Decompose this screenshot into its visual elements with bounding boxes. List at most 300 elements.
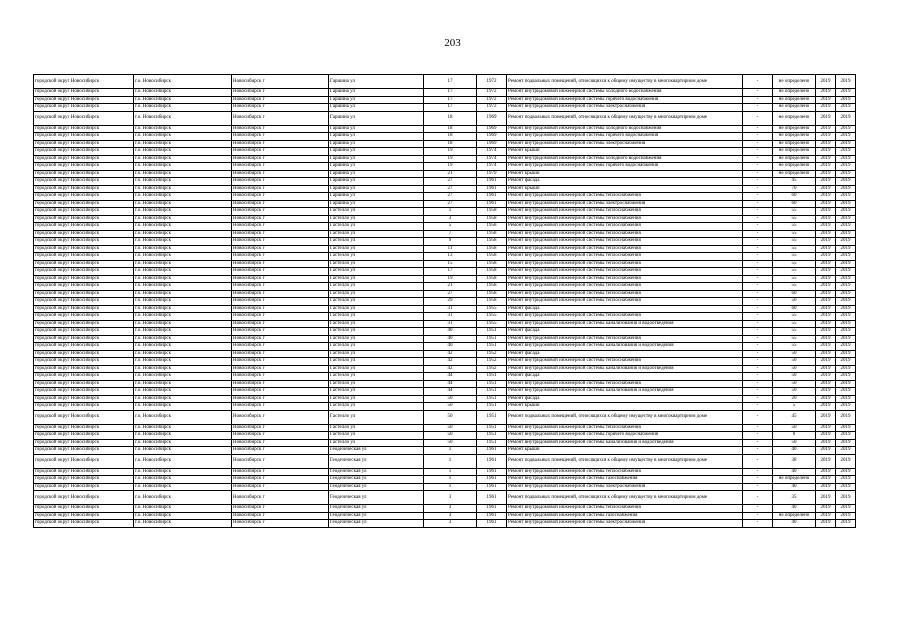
street-cell: Геодезическая ул (329, 476, 424, 484)
municipality-cell: городской округ Новосибирск (34, 373, 134, 381)
table-row (34, 268, 856, 276)
work-type-cell: Ремонт внутридомовой инженерной системы теплоснабжения (507, 238, 743, 246)
locality-cell: Новосибирск г (232, 403, 329, 411)
table-row (34, 491, 856, 505)
work-type-cell: Ремонт внутридомовой инженерной системы канализования и водоотведения (507, 365, 743, 373)
year-start-cell: 2019 (816, 298, 836, 306)
municipality-cell: городской округ Новосибирск (34, 111, 134, 125)
wear-cell: 55 (773, 268, 816, 276)
year-start-cell: 2019 (816, 512, 836, 520)
street-cell: Гастелло ул (329, 260, 424, 268)
municipality-cell: городской округ Новосибирск (34, 215, 134, 223)
house-number-cell: 19 (424, 155, 477, 163)
year-end-cell: 2019 (836, 89, 856, 97)
house-number-cell: 17 (424, 89, 477, 97)
settlement-cell: г.о. Новосибирск (134, 491, 232, 505)
house-number-cell: 1 (424, 208, 477, 216)
year-start-cell: 2019 (816, 305, 836, 313)
municipality-cell: городской округ Новосибирск (34, 253, 134, 261)
municipality-cell: городской округ Новосибирск (34, 512, 134, 520)
year-end-cell: 2019 (836, 476, 856, 484)
year-start-cell: 2019 (816, 491, 836, 505)
locality-cell: Новосибирск г (232, 133, 329, 141)
street-cell: Гастелло ул (329, 215, 424, 223)
settlement-cell: г.о. Новосибирск (134, 140, 232, 148)
locality-cell: Новосибирск г (232, 104, 329, 112)
dash-cell: - (743, 320, 773, 328)
build-year-cell: 1972 (477, 96, 507, 104)
work-type-cell: Ремонт внутридомовой инженерной системы горячего водоснабжения (507, 163, 743, 171)
year-end-cell: 2019 (836, 155, 856, 163)
house-number-cell: 11 (424, 245, 477, 253)
street-cell: Гастелло ул (329, 223, 424, 231)
year-start-cell: 2019 (816, 200, 836, 208)
table-row (34, 335, 856, 343)
wear-cell: 5 (773, 403, 816, 411)
wear-cell: не определено (773, 476, 816, 484)
dash-cell: - (743, 328, 773, 336)
dash-cell: - (743, 275, 773, 283)
year-start-cell: 2019 (816, 275, 836, 283)
build-year-cell: 1958 (477, 275, 507, 283)
work-type-cell: Ремонт внутридомовой инженерной системы теплоснабжения (507, 230, 743, 238)
house-number-cell: 1 (424, 454, 477, 468)
dash-cell: - (743, 223, 773, 231)
locality-cell: Новосибирск г (232, 512, 329, 520)
dash-cell: - (743, 468, 773, 476)
work-type-cell: Ремонт фасада (507, 373, 743, 381)
house-number-cell: 27 (424, 193, 477, 201)
table-row (34, 432, 856, 440)
year-end-cell: 2019 (836, 96, 856, 104)
house-number-cell: 1 (424, 483, 477, 491)
build-year-cell: 1961 (477, 483, 507, 491)
settlement-cell: г.о. Новосибирск (134, 335, 232, 343)
house-number-cell: 19 (424, 275, 477, 283)
table-row (34, 238, 856, 246)
work-type-cell: Ремонт фасада (507, 178, 743, 186)
table-row (34, 313, 856, 321)
locality-cell: Новосибирск г (232, 268, 329, 276)
work-type-cell: Ремонт крыши (507, 185, 743, 193)
year-start-cell: 2019 (816, 343, 836, 351)
build-year-cell: 1951 (477, 343, 507, 351)
year-end-cell: 2019 (836, 483, 856, 491)
year-end-cell: 2019 (836, 320, 856, 328)
settlement-cell: г.о. Новосибирск (134, 223, 232, 231)
municipality-cell: городской округ Новосибирск (34, 290, 134, 298)
house-number-cell: 21 (424, 283, 477, 291)
table-row (34, 476, 856, 484)
locality-cell: Новосибирск г (232, 125, 329, 133)
dash-cell: - (743, 96, 773, 104)
dash-cell: - (743, 104, 773, 112)
street-cell: Гастелло ул (329, 245, 424, 253)
locality-cell: Новосибирск г (232, 358, 329, 366)
house-number-cell: 1 (424, 447, 477, 455)
year-start-cell: 2019 (816, 245, 836, 253)
municipality-cell: городской округ Новосибирск (34, 268, 134, 276)
work-type-cell: Ремонт внутридомовой инженерной системы теплоснабжения (507, 215, 743, 223)
dash-cell: - (743, 200, 773, 208)
settlement-cell: г.о. Новосибирск (134, 298, 232, 306)
build-year-cell: 1951 (477, 328, 507, 336)
locality-cell: Новосибирск г (232, 96, 329, 104)
table-row (34, 223, 856, 231)
street-cell: Гастелло ул (329, 343, 424, 351)
year-end-cell: 2019 (836, 260, 856, 268)
wear-cell: 50 (773, 373, 816, 381)
year-end-cell: 2019 (836, 238, 856, 246)
build-year-cell: 1969 (477, 133, 507, 141)
wear-cell: 55 (773, 253, 816, 261)
dash-cell: - (743, 512, 773, 520)
locality-cell: Новосибирск г (232, 365, 329, 373)
table-row (34, 520, 856, 528)
house-number-cell: 3 (424, 505, 477, 513)
work-type-cell: Ремонт внутридомовой инженерной системы теплоснабжения (507, 290, 743, 298)
year-start-cell: 2019 (816, 268, 836, 276)
year-start-cell: 2019 (816, 403, 836, 411)
settlement-cell: г.о. Новосибирск (134, 111, 232, 125)
table-row (34, 505, 856, 513)
table-row (34, 447, 856, 455)
street-cell: Гастелло ул (329, 283, 424, 291)
settlement-cell: г.о. Новосибирск (134, 305, 232, 313)
settlement-cell: г.о. Новосибирск (134, 268, 232, 276)
build-year-cell: 1958 (477, 238, 507, 246)
work-type-cell: Ремонт внутридомовой инженерной системы теплоснабжения (507, 468, 743, 476)
settlement-cell: г.о. Новосибирск (134, 454, 232, 468)
wear-cell: 50 (773, 424, 816, 432)
dash-cell: - (743, 343, 773, 351)
wear-cell: 20 (773, 395, 816, 403)
page-number: 203 (444, 37, 461, 49)
year-end-cell: 2019 (836, 200, 856, 208)
street-cell: Гаршина ул (329, 111, 424, 125)
settlement-cell: г.о. Новосибирск (134, 104, 232, 112)
street-cell: Гастелло ул (329, 335, 424, 343)
work-type-cell: Ремонт внутридомовой инженерной системы холодного водоснабжения (507, 89, 743, 97)
build-year-cell: 1951 (477, 388, 507, 396)
year-end-cell: 2019 (836, 298, 856, 306)
table-row (34, 125, 856, 133)
work-type-cell: Ремонт внутридомовой инженерной системы канализования и водоотведения (507, 343, 743, 351)
municipality-cell: городской округ Новосибирск (34, 140, 134, 148)
dash-cell: - (743, 260, 773, 268)
settlement-cell: г.о. Новосибирск (134, 238, 232, 246)
street-cell: Геодезическая ул (329, 520, 424, 528)
street-cell: Гастелло ул (329, 365, 424, 373)
settlement-cell: г.о. Новосибирск (134, 395, 232, 403)
municipality-cell: городской округ Новосибирск (34, 320, 134, 328)
build-year-cell: 1969 (477, 125, 507, 133)
work-type-cell: Ремонт внутридомовой инженерной системы горячего водоснабжения (507, 432, 743, 440)
work-type-cell: Ремонт фасада (507, 395, 743, 403)
locality-cell: Новосибирск г (232, 328, 329, 336)
work-type-cell: Ремонт внутридомовой инженерной системы канализования и водоотведения (507, 320, 743, 328)
build-year-cell: 1951 (477, 439, 507, 447)
locality-cell: Новосибирск г (232, 178, 329, 186)
year-end-cell: 2019 (836, 454, 856, 468)
table-row (34, 75, 856, 89)
year-end-cell: 2019 (836, 520, 856, 528)
settlement-cell: г.о. Новосибирск (134, 520, 232, 528)
locality-cell: Новосибирск г (232, 305, 329, 313)
street-cell: Гастелло ул (329, 380, 424, 388)
municipality-cell: городской округ Новосибирск (34, 163, 134, 171)
work-type-cell: Ремонт внутридомовой инженерной системы холодного водоснабжения (507, 125, 743, 133)
year-end-cell: 2019 (836, 268, 856, 276)
work-type-cell: Ремонт внутридомовой инженерной системы теплоснабжения (507, 223, 743, 231)
locality-cell: Новосибирск г (232, 140, 329, 148)
year-end-cell: 2019 (836, 358, 856, 366)
locality-cell: Новосибирск г (232, 200, 329, 208)
locality-cell: Новосибирск г (232, 343, 329, 351)
dash-cell: - (743, 373, 773, 381)
locality-cell: Новосибирск г (232, 520, 329, 528)
municipality-cell: городской округ Новосибирск (34, 178, 134, 186)
build-year-cell: 1951 (477, 432, 507, 440)
wear-cell: не определено (773, 512, 816, 520)
wear-cell: 55 (773, 320, 816, 328)
build-year-cell: 1951 (477, 335, 507, 343)
wear-cell: 50 (773, 439, 816, 447)
settlement-cell: г.о. Новосибирск (134, 476, 232, 484)
year-start-cell: 2019 (816, 432, 836, 440)
year-start-cell: 2019 (816, 313, 836, 321)
street-cell: Гастелло ул (329, 238, 424, 246)
street-cell: Гастелло ул (329, 230, 424, 238)
settlement-cell: г.о. Новосибирск (134, 350, 232, 358)
locality-cell: Новосибирск г (232, 505, 329, 513)
wear-cell: не определено (773, 104, 816, 112)
year-start-cell: 2019 (816, 439, 836, 447)
work-type-cell: Ремонт крыши (507, 148, 743, 156)
wear-cell: 45 (773, 410, 816, 424)
municipality-cell: городской округ Новосибирск (34, 200, 134, 208)
house-number-cell: 18 (424, 140, 477, 148)
locality-cell: Новосибирск г (232, 245, 329, 253)
house-number-cell: 27 (424, 200, 477, 208)
street-cell: Гаршина ул (329, 133, 424, 141)
year-start-cell: 2019 (816, 328, 836, 336)
year-start-cell: 2019 (816, 454, 836, 468)
street-cell: Гаршина ул (329, 148, 424, 156)
street-cell: Гаршина ул (329, 170, 424, 178)
dash-cell: - (743, 111, 773, 125)
municipality-cell: городской округ Новосибирск (34, 238, 134, 246)
year-end-cell: 2019 (836, 163, 856, 171)
street-cell: Гастелло ул (329, 373, 424, 381)
work-type-cell: Ремонт внутридомовой инженерной системы теплоснабжения (507, 245, 743, 253)
locality-cell: Новосибирск г (232, 380, 329, 388)
house-number-cell: 19 (424, 148, 477, 156)
wear-cell: 60 (773, 200, 816, 208)
house-number-cell: 7 (424, 230, 477, 238)
locality-cell: Новосибирск г (232, 170, 329, 178)
municipality-cell: городской округ Новосибирск (34, 155, 134, 163)
dash-cell: - (743, 424, 773, 432)
year-end-cell: 2019 (836, 313, 856, 321)
year-end-cell: 2019 (836, 373, 856, 381)
year-start-cell: 2019 (816, 365, 836, 373)
year-start-cell: 2019 (816, 163, 836, 171)
dash-cell: - (743, 283, 773, 291)
build-year-cell: 1974 (477, 155, 507, 163)
year-end-cell: 2019 (836, 439, 856, 447)
year-start-cell: 2019 (816, 155, 836, 163)
year-end-cell: 2019 (836, 491, 856, 505)
repair-program-table (33, 74, 856, 528)
year-start-cell: 2019 (816, 410, 836, 424)
build-year-cell: 1958 (477, 268, 507, 276)
house-number-cell: 3 (424, 491, 477, 505)
year-end-cell: 2019 (836, 365, 856, 373)
street-cell: Гаршина ул (329, 193, 424, 201)
year-end-cell: 2019 (836, 245, 856, 253)
build-year-cell: 1961 (477, 520, 507, 528)
year-end-cell: 2019 (836, 505, 856, 513)
year-end-cell: 2019 (836, 253, 856, 261)
locality-cell: Новосибирск г (232, 193, 329, 201)
table-row (34, 290, 856, 298)
year-end-cell: 2019 (836, 230, 856, 238)
municipality-cell: городской округ Новосибирск (34, 208, 134, 216)
table-row (34, 358, 856, 366)
settlement-cell: г.о. Новосибирск (134, 403, 232, 411)
wear-cell: не определено (773, 155, 816, 163)
year-end-cell: 2019 (836, 424, 856, 432)
year-end-cell: 2019 (836, 75, 856, 89)
work-type-cell: Ремонт внутридомовой инженерной системы теплоснабжения (507, 298, 743, 306)
year-start-cell: 2019 (816, 468, 836, 476)
work-type-cell: Ремонт внутридомовой инженерной системы теплоснабжения (507, 358, 743, 366)
municipality-cell: городской округ Новосибирск (34, 468, 134, 476)
build-year-cell: 1958 (477, 215, 507, 223)
house-number-cell: 50 (424, 403, 477, 411)
wear-cell: не определено (773, 96, 816, 104)
house-number-cell: 15 (424, 260, 477, 268)
street-cell: Геодезическая ул (329, 468, 424, 476)
locality-cell: Новосибирск г (232, 335, 329, 343)
work-type-cell: Ремонт внутридомовой инженерной системы электроснабжения (507, 483, 743, 491)
settlement-cell: г.о. Новосибирск (134, 388, 232, 396)
work-type-cell: Ремонт крыши (507, 170, 743, 178)
street-cell: Геодезическая ул (329, 491, 424, 505)
wear-cell: 55 (773, 215, 816, 223)
table-row (34, 170, 856, 178)
locality-cell: Новосибирск г (232, 313, 329, 321)
municipality-cell: городской округ Новосибирск (34, 380, 134, 388)
house-number-cell: 1 (424, 468, 477, 476)
settlement-cell: г.о. Новосибирск (134, 373, 232, 381)
house-number-cell: 42 (424, 358, 477, 366)
work-type-cell: Ремонт внутридомовой инженерной системы электроснабжения (507, 520, 743, 528)
wear-cell: 40 (773, 483, 816, 491)
table-row (34, 275, 856, 283)
dash-cell: - (743, 476, 773, 484)
build-year-cell: 1951 (477, 403, 507, 411)
year-start-cell: 2019 (816, 373, 836, 381)
table-row (34, 468, 856, 476)
table-row (34, 483, 856, 491)
house-number-cell: 44 (424, 373, 477, 381)
year-start-cell: 2019 (816, 476, 836, 484)
house-number-cell: 19 (424, 163, 477, 171)
house-number-cell: 42 (424, 365, 477, 373)
dash-cell: - (743, 253, 773, 261)
settlement-cell: г.о. Новосибирск (134, 170, 232, 178)
settlement-cell: г.о. Новосибирск (134, 89, 232, 97)
street-cell: Гастелло ул (329, 410, 424, 424)
table-row (34, 328, 856, 336)
table-row (34, 424, 856, 432)
build-year-cell: 1979 (477, 170, 507, 178)
locality-cell: Новосибирск г (232, 215, 329, 223)
street-cell: Гастелло ул (329, 439, 424, 447)
house-number-cell: 18 (424, 111, 477, 125)
dash-cell: - (743, 125, 773, 133)
year-start-cell: 2019 (816, 178, 836, 186)
wear-cell: 40 (773, 468, 816, 476)
street-cell: Геодезическая ул (329, 483, 424, 491)
build-year-cell: 1958 (477, 223, 507, 231)
settlement-cell: г.о. Новосибирск (134, 208, 232, 216)
municipality-cell: городской округ Новосибирск (34, 260, 134, 268)
wear-cell: 55 (773, 208, 816, 216)
year-end-cell: 2019 (836, 223, 856, 231)
year-start-cell: 2019 (816, 89, 836, 97)
locality-cell: Новосибирск г (232, 320, 329, 328)
year-start-cell: 2019 (816, 350, 836, 358)
wear-cell: 45 (773, 178, 816, 186)
work-type-cell: Ремонт внутридомовой инженерной системы газоснабжения (507, 476, 743, 484)
locality-cell: Новосибирск г (232, 388, 329, 396)
street-cell: Гаршина ул (329, 178, 424, 186)
municipality-cell: городской округ Новосибирск (34, 491, 134, 505)
locality-cell: Новосибирск г (232, 163, 329, 171)
dash-cell: - (743, 313, 773, 321)
table-row (34, 148, 856, 156)
wear-cell: не определено (773, 148, 816, 156)
dash-cell: - (743, 268, 773, 276)
house-number-cell: 17 (424, 104, 477, 112)
settlement-cell: г.о. Новосибирск (134, 313, 232, 321)
work-type-cell: Ремонт внутридомовой инженерной системы электроснабжения (507, 200, 743, 208)
year-end-cell: 2019 (836, 215, 856, 223)
table-row (34, 245, 856, 253)
locality-cell: Новосибирск г (232, 447, 329, 455)
year-start-cell: 2019 (816, 170, 836, 178)
work-type-cell: Ремонт внутридомовой инженерной системы теплоснабжения (507, 275, 743, 283)
table-row (34, 343, 856, 351)
house-number-cell: 50 (424, 424, 477, 432)
year-start-cell: 2019 (816, 140, 836, 148)
build-year-cell: 1958 (477, 260, 507, 268)
work-type-cell: Ремонт подвальных помещений, относящихся к общему имуществу в многоквартирном доме (507, 111, 743, 125)
build-year-cell: 1951 (477, 395, 507, 403)
dash-cell: - (743, 403, 773, 411)
settlement-cell: г.о. Новосибирск (134, 290, 232, 298)
locality-cell: Новосибирск г (232, 468, 329, 476)
settlement-cell: г.о. Новосибирск (134, 200, 232, 208)
house-number-cell: 50 (424, 432, 477, 440)
municipality-cell: городской округ Новосибирск (34, 410, 134, 424)
settlement-cell: г.о. Новосибирск (134, 468, 232, 476)
work-type-cell: Ремонт внутридомовой инженерной системы горячего водоснабжения (507, 133, 743, 141)
settlement-cell: г.о. Новосибирск (134, 380, 232, 388)
